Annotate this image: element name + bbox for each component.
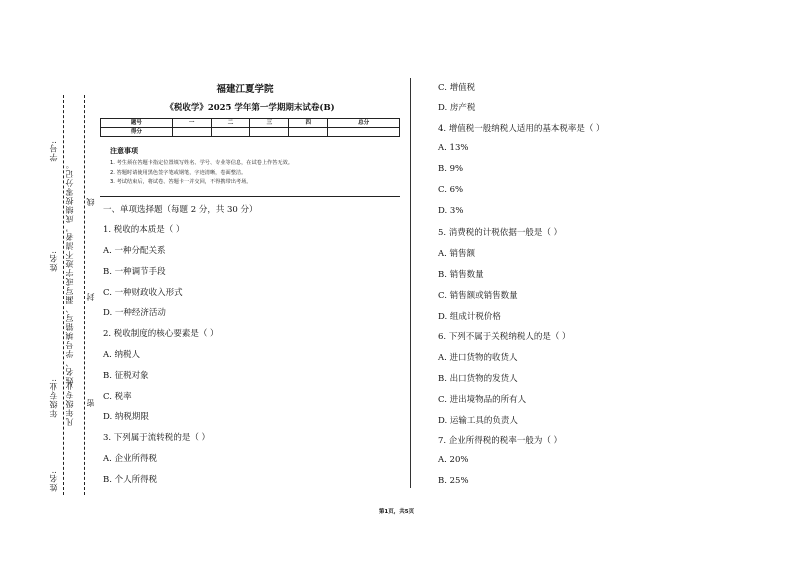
answer-option: B. 一种调节手段 xyxy=(103,267,166,277)
answer-option: B. 个人所得税 xyxy=(103,475,158,485)
notice-item: 2. 答题时请使用黑色签字笔或钢笔，字迹清晰，卷面整洁。 xyxy=(110,169,247,176)
header-rule xyxy=(100,196,400,197)
score-cell-empty xyxy=(289,128,328,137)
notice-block xyxy=(110,146,400,188)
question-stem: 3. 下列属于流转税的是（ ） xyxy=(103,433,211,443)
answer-option: D. 一种经济活动 xyxy=(103,308,166,318)
score-table-header-row xyxy=(101,119,400,128)
answer-option: B. 9% xyxy=(438,164,464,174)
answer-option: A. 企业所得税 xyxy=(103,454,158,464)
answer-option: C. 税率 xyxy=(103,392,132,402)
score-cell: 二 xyxy=(211,119,250,128)
notice-item: 1. 考生须在答题卡指定位置填写姓名、学号、专业等信息，在试卷上作答无效。 xyxy=(110,160,293,166)
student-id-label: 学号: xyxy=(49,140,58,162)
answer-option: B. 25% xyxy=(438,476,469,486)
score-cell: 四 xyxy=(289,119,328,128)
seal-line-mark: 线 xyxy=(86,197,95,206)
score-cell: 题号 xyxy=(101,119,173,128)
seal-mark: 密 xyxy=(86,398,95,407)
section-heading: 一、单项选择题（每题 2 分，共 30 分） xyxy=(103,205,258,215)
answer-option: B. 销售数量 xyxy=(438,270,484,280)
notice-title: 注意事项 xyxy=(110,147,138,155)
answer-option: D. 组成计税价格 xyxy=(438,312,501,322)
answer-option: C. 6% xyxy=(438,185,464,195)
exam-title: 《税收学》2025 学年第一学期期末试卷(B) xyxy=(165,103,335,113)
score-cell: 一 xyxy=(172,119,211,128)
score-cell-empty xyxy=(172,128,211,137)
answer-option: D. 运输工具的负责人 xyxy=(438,416,518,426)
answer-option: C. 销售额或销售数量 xyxy=(438,291,518,301)
binding-all-info: 凡年级专业、 xyxy=(65,372,74,426)
answer-option: A. 纳税人 xyxy=(103,350,141,360)
score-cell-empty xyxy=(250,128,289,137)
column-divider xyxy=(410,78,411,488)
score-cell-empty xyxy=(211,128,250,137)
name-label: 姓名: xyxy=(49,250,58,272)
page-number: 第1页，共5页 xyxy=(378,509,415,515)
answer-option: D. 纳税期限 xyxy=(103,412,149,422)
score-cell: 总分 xyxy=(328,119,400,128)
answer-option: C. 一种财政收入形式 xyxy=(103,288,183,298)
seal-mark: 封 xyxy=(86,292,95,301)
answer-option: D. 3% xyxy=(438,206,464,216)
answer-option: C. 增值税 xyxy=(438,83,476,93)
school-name-label: 姓名: xyxy=(49,470,58,492)
binding-warning: 姓名、学号填错写、漏写或字迹不清者，成绩按零分记。 xyxy=(65,160,74,385)
answer-option: A. 销售额 xyxy=(438,249,476,259)
notice-item: 3. 考试结束后，将试卷、答题卡一并交回，不得携带出考场。 xyxy=(110,179,252,185)
score-table xyxy=(100,118,400,137)
answer-option: A. 13% xyxy=(438,143,469,153)
school-name: 福建江夏学院 xyxy=(216,84,274,95)
answer-option: C. 进出境物品的所有人 xyxy=(438,395,527,405)
question-stem: 1. 税收的本质是（ ） xyxy=(103,225,185,235)
answer-option: B. 征税对象 xyxy=(103,371,149,381)
score-cell-empty xyxy=(328,128,400,137)
question-stem: 5. 消费税的计税依据一般是（ ） xyxy=(438,228,563,238)
question-stem: 2. 税收制度的核心要素是（ ） xyxy=(103,329,219,339)
answer-option: D. 房产税 xyxy=(438,103,476,113)
grade-major-label: 年级专业: xyxy=(49,378,58,418)
question-stem: 7. 企业所得税的税率一般为（ ） xyxy=(438,436,563,446)
score-cell: 三 xyxy=(250,119,289,128)
score-table-score-row xyxy=(101,128,400,137)
score-cell: 得分 xyxy=(101,128,173,137)
question-stem: 4. 增值税一般纳税人适用的基本税率是（ ） xyxy=(438,124,605,134)
answer-option: A. 进口货物的收货人 xyxy=(438,353,518,363)
question-stem: 6. 下列不属于关税纳税人的是（ ） xyxy=(438,332,571,342)
answer-option: B. 出口货物的发货人 xyxy=(438,374,518,384)
answer-option: A. 20% xyxy=(438,455,469,465)
answer-option: A. 一种分配关系 xyxy=(103,246,166,256)
